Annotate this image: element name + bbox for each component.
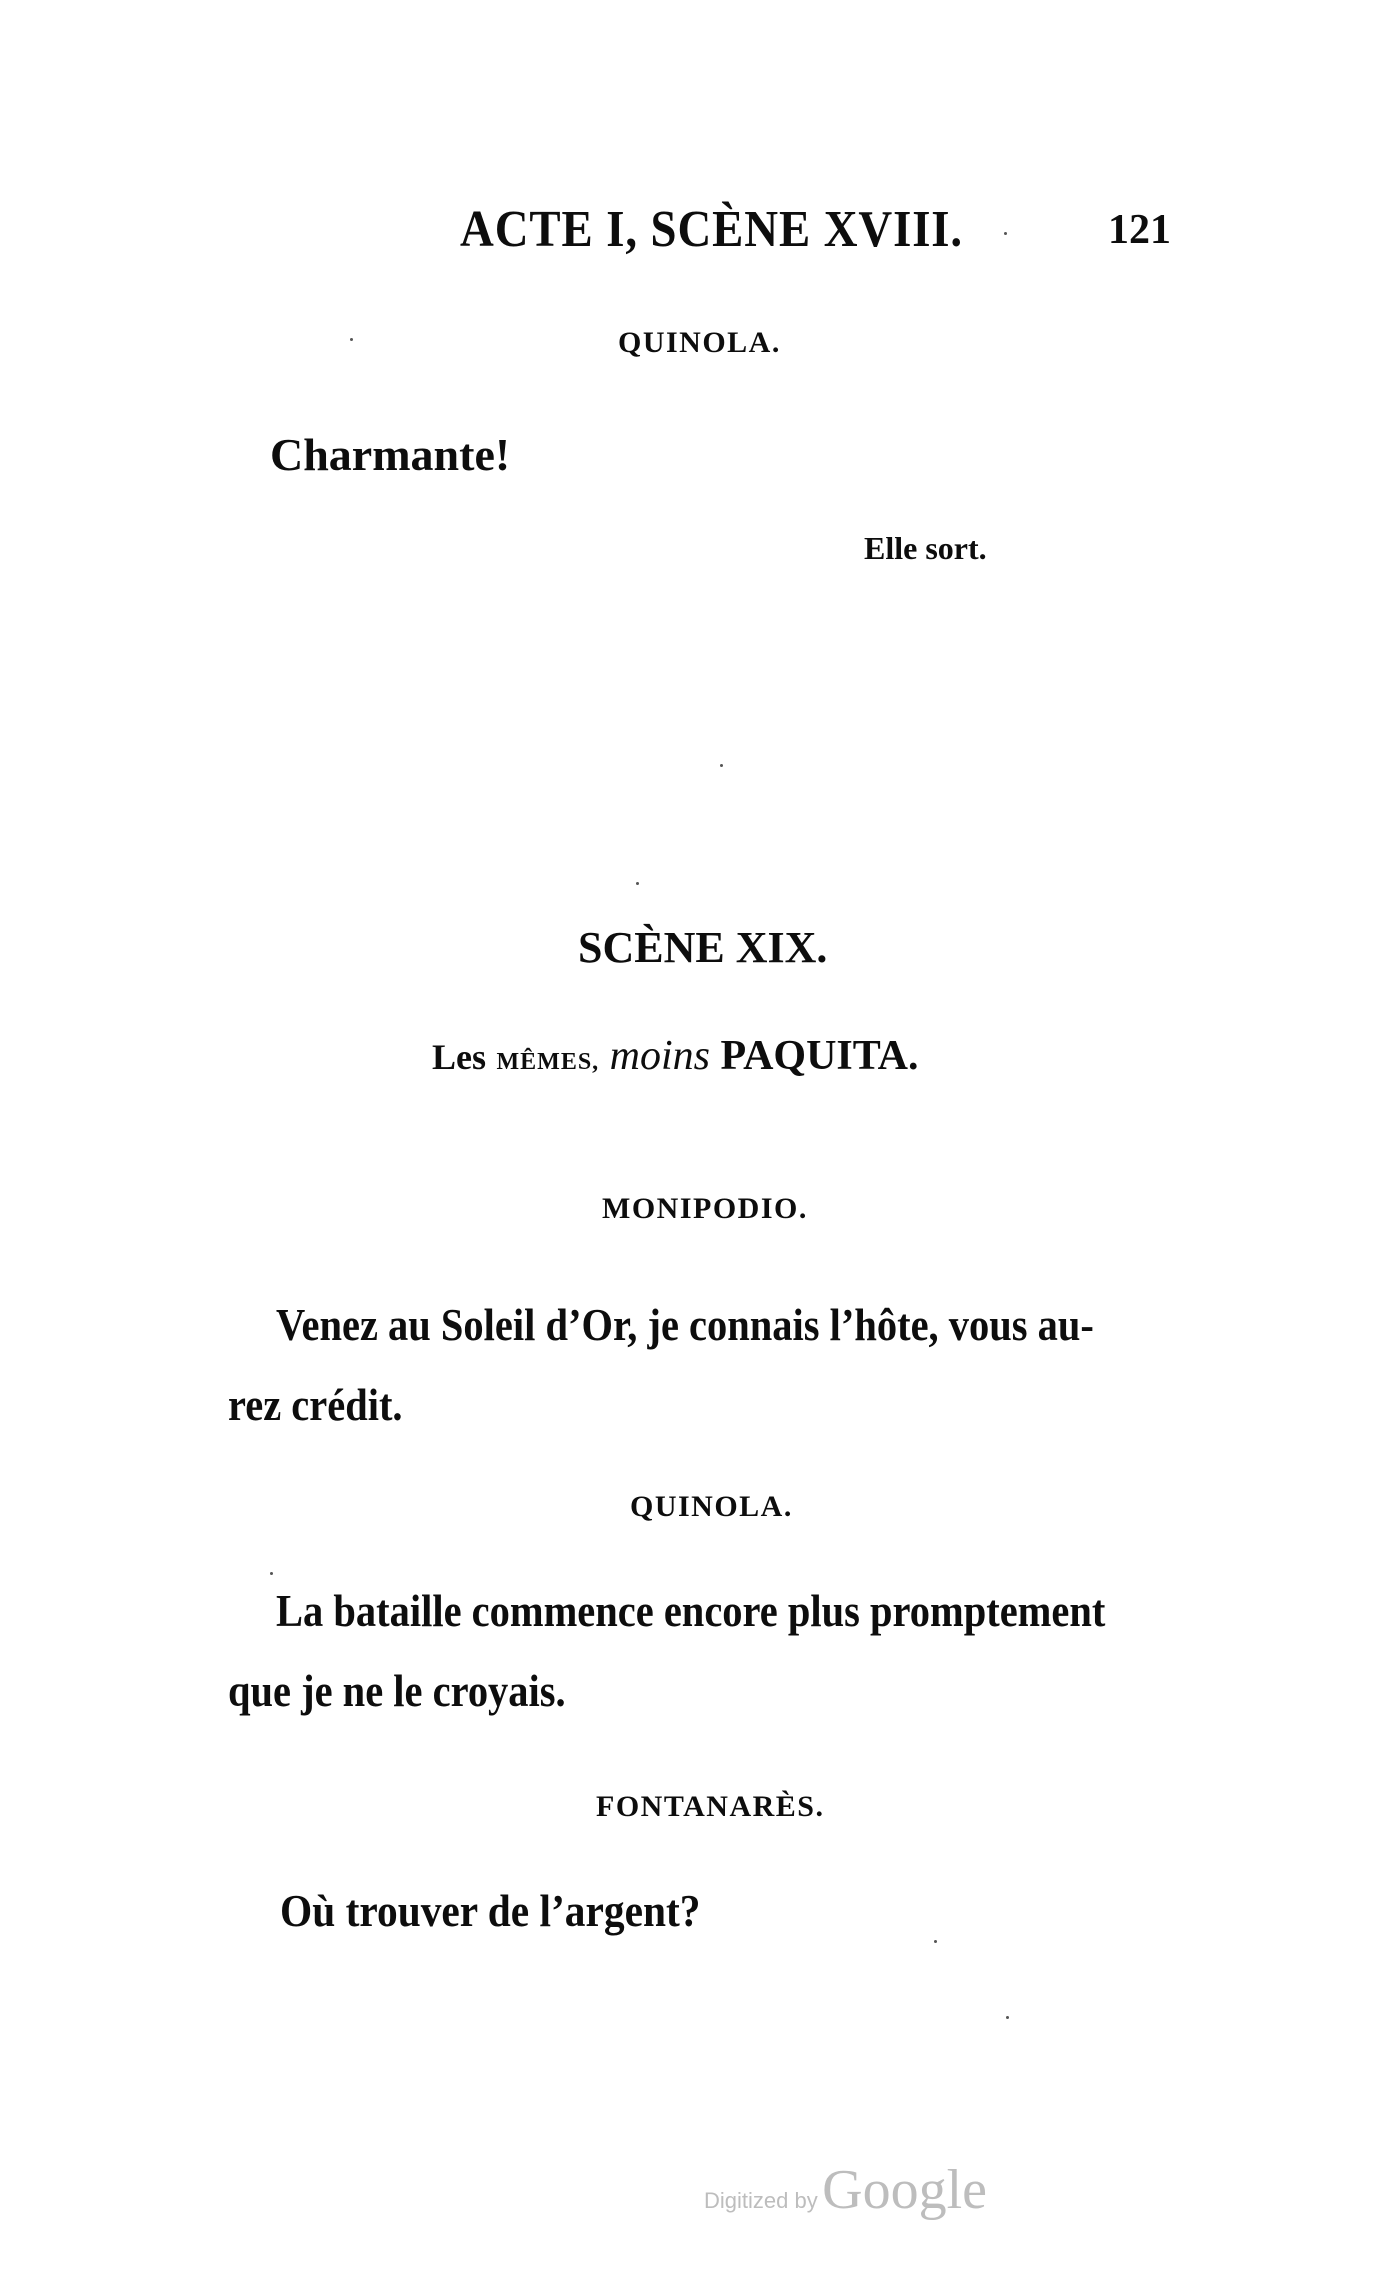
dialogue-line-fontanares: Où trouver de l’argent? bbox=[280, 1885, 701, 1936]
dialogue-line-charmante: Charmante! bbox=[270, 429, 511, 480]
dialogue-line-quinola-1: La bataille commence encore plus promptement bbox=[276, 1585, 1106, 1636]
speck bbox=[1006, 2016, 1009, 2019]
characters-les: Les bbox=[432, 1037, 486, 1077]
scene-title: SCÈNE XIX. bbox=[578, 923, 828, 972]
speaker-quinola-2: QUINOLA. bbox=[630, 1490, 793, 1523]
characters-paquita: PAQUITA. bbox=[720, 1033, 919, 1079]
characters-moins: moins bbox=[609, 1033, 711, 1079]
characters-memes: MÊMES, bbox=[496, 1049, 600, 1075]
speck bbox=[934, 1940, 937, 1943]
speck bbox=[350, 338, 353, 341]
speck bbox=[720, 764, 723, 767]
watermark-prefix: Digitized by bbox=[704, 2188, 818, 2213]
running-header-title: ACTE I, SCÈNE XVIII. bbox=[460, 201, 964, 258]
speaker-quinola-1: QUINOLA. bbox=[618, 326, 781, 359]
speaker-fontanares: FONTANARÈS. bbox=[596, 1790, 825, 1823]
digitized-by-google-watermark bbox=[704, 2158, 987, 2222]
speck bbox=[270, 1572, 273, 1575]
dialogue-line-monipodio-2: rez crédit. bbox=[228, 1379, 403, 1430]
watermark-brand: Google bbox=[822, 2159, 988, 2221]
dialogue-line-monipodio-1: Venez au Soleil d’Or, je connais l’hôte, vous au- bbox=[276, 1299, 1094, 1350]
speaker-monipodio: MONIPODIO. bbox=[602, 1192, 808, 1225]
speck bbox=[1004, 232, 1007, 235]
speck bbox=[636, 882, 639, 885]
dialogue-line-quinola-2: que je ne le croyais. bbox=[228, 1665, 566, 1716]
scene-characters bbox=[432, 1032, 918, 1080]
page-number: 121 bbox=[1108, 207, 1171, 253]
stage-direction: Elle sort. bbox=[864, 530, 987, 566]
